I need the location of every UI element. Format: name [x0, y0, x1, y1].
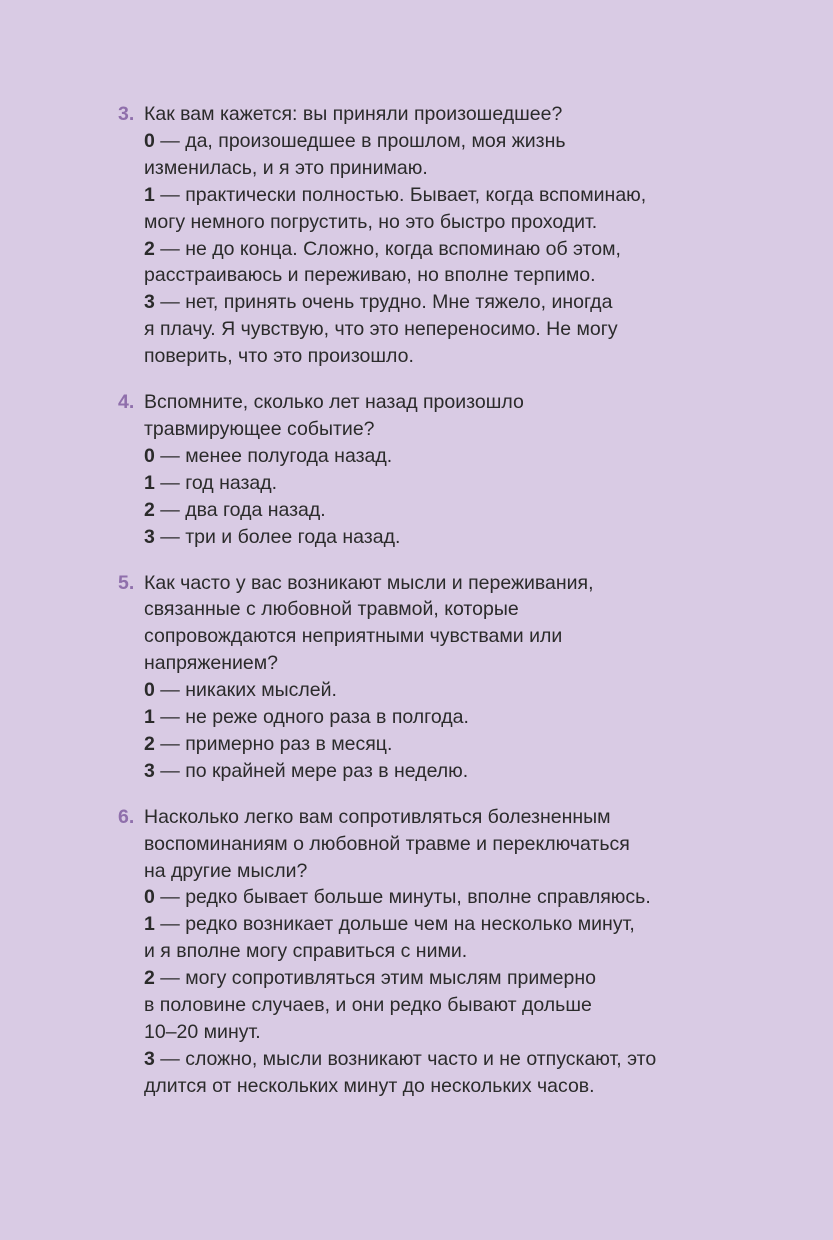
answer-option-line	[144, 236, 738, 263]
answer-text: и я вполне могу справиться с ними.	[144, 940, 468, 963]
question-number: 4.	[118, 391, 135, 414]
answer-score: 0	[144, 886, 155, 909]
question-item	[118, 570, 738, 785]
answer-score: 2	[144, 732, 155, 755]
answer-text: — три и более года назад.	[160, 525, 401, 548]
answer-option-line	[144, 938, 738, 965]
answer-option-line	[144, 884, 738, 911]
answer-score: 1	[144, 183, 155, 206]
answer-score: 3	[144, 525, 155, 548]
answer-option-line	[144, 1073, 738, 1100]
answer-option-line	[144, 731, 738, 758]
answer-text: — два года назад.	[160, 498, 326, 521]
question-number: 3.	[118, 103, 135, 125]
question-item	[118, 804, 738, 1100]
answer-text: — по крайней мере раз в неделю.	[160, 759, 469, 782]
answer-text: — да, произошедшее в прошлом, моя жизнь	[160, 129, 566, 152]
answer-text: в половине случаев, и они редко бывают дольше	[144, 994, 592, 1017]
answer-text: — нет, принять очень трудно. Мне тяжело, иногда	[160, 291, 613, 314]
answer-score: 2	[144, 967, 155, 990]
answer-score: 0	[144, 444, 155, 467]
answer-text: — редко возникает дольше чем на несколько минут,	[160, 913, 635, 936]
answer-score: 3	[144, 1047, 155, 1070]
answer-option-line	[144, 1019, 738, 1046]
answer-score: 3	[144, 759, 155, 782]
question-text-line: на другие мысли?	[144, 859, 308, 882]
answer-text: — практически полностью. Бывает, когда вспоминаю,	[160, 183, 647, 206]
question-number: 6.	[118, 805, 135, 828]
answer-score: 1	[144, 706, 155, 729]
answer-text: я плачу. Я чувствую, что это непереносимо. Не могу	[144, 318, 618, 341]
questionnaire	[118, 101, 738, 1119]
answer-text: 10–20 минут.	[144, 1021, 261, 1043]
question-text-line: Вспомните, сколько лет назад произошло	[144, 391, 524, 414]
answer-option-line	[144, 262, 738, 289]
question-item	[118, 389, 738, 550]
answer-option-line	[144, 992, 738, 1019]
question-text-line: связанные с любовной травмой, которые	[144, 598, 519, 621]
answer-option-line	[144, 704, 738, 731]
answer-text: — не реже одного раза в полгода.	[160, 706, 469, 729]
answer-text: — могу сопротивляться этим мыслям примерно	[160, 967, 596, 990]
question-text-line: травмирующее событие?	[144, 417, 375, 440]
answer-text: расстраиваюсь и переживаю, но вполне терпимо.	[144, 264, 596, 287]
answer-text: — примерно раз в месяц.	[160, 732, 393, 755]
answer-score: 1	[144, 913, 155, 936]
answer-text: — редко бывает больше минуты, вполне справляюсь.	[160, 886, 651, 909]
answer-text: — сложно, мысли возникают часто и не отпускают, это	[160, 1047, 657, 1070]
question-text-line: Насколько легко вам сопротивляться болезненным	[144, 805, 611, 828]
answer-option-line	[144, 182, 738, 209]
answer-option-line	[144, 965, 738, 992]
answer-option-line	[144, 316, 738, 343]
answer-score: 2	[144, 498, 155, 521]
answer-text: — не до конца. Сложно, когда вспоминаю об этом,	[160, 237, 621, 260]
question-text-line: Как вам кажется: вы приняли произошедшее?	[144, 103, 563, 125]
question-text-line: напряжением?	[144, 652, 279, 675]
answer-text: — менее полугода назад.	[160, 444, 393, 467]
answer-text: изменилась, и я это принимаю.	[144, 156, 428, 179]
answer-option-line	[144, 524, 738, 551]
question-text-line: сопровождаются неприятными чувствами или	[144, 625, 563, 648]
answer-score: 3	[144, 291, 155, 314]
answer-option-line	[144, 470, 738, 497]
answer-option-line	[144, 497, 738, 524]
question-text-line: Как часто у вас возникают мысли и переживания,	[144, 571, 594, 594]
answer-text: могу немного погрустить, но это быстро проходит.	[144, 210, 598, 233]
answer-option-line	[144, 128, 738, 155]
answer-option-line	[144, 1046, 738, 1073]
answer-option-line	[144, 343, 738, 370]
answer-text: — никаких мыслей.	[160, 679, 337, 702]
answer-option-line	[144, 209, 738, 236]
question-text-line: воспоминаниям о любовной травме и переключаться	[144, 832, 630, 855]
answer-text: поверить, что это произошло.	[144, 345, 414, 368]
answer-option-line	[144, 443, 738, 470]
answer-text: длится от нескольких минут до нескольких часов.	[144, 1074, 595, 1097]
question-number: 5.	[118, 571, 135, 594]
answer-text: — год назад.	[160, 471, 278, 494]
answer-score: 1	[144, 471, 155, 494]
answer-score: 2	[144, 237, 155, 260]
answer-score: 0	[144, 129, 155, 152]
answer-score: 0	[144, 679, 155, 702]
answer-option-line	[144, 289, 738, 316]
answer-option-line	[144, 911, 738, 938]
question-item	[118, 101, 738, 370]
answer-option-line	[144, 677, 738, 704]
answer-option-line	[144, 155, 738, 182]
answer-option-line	[144, 758, 738, 785]
